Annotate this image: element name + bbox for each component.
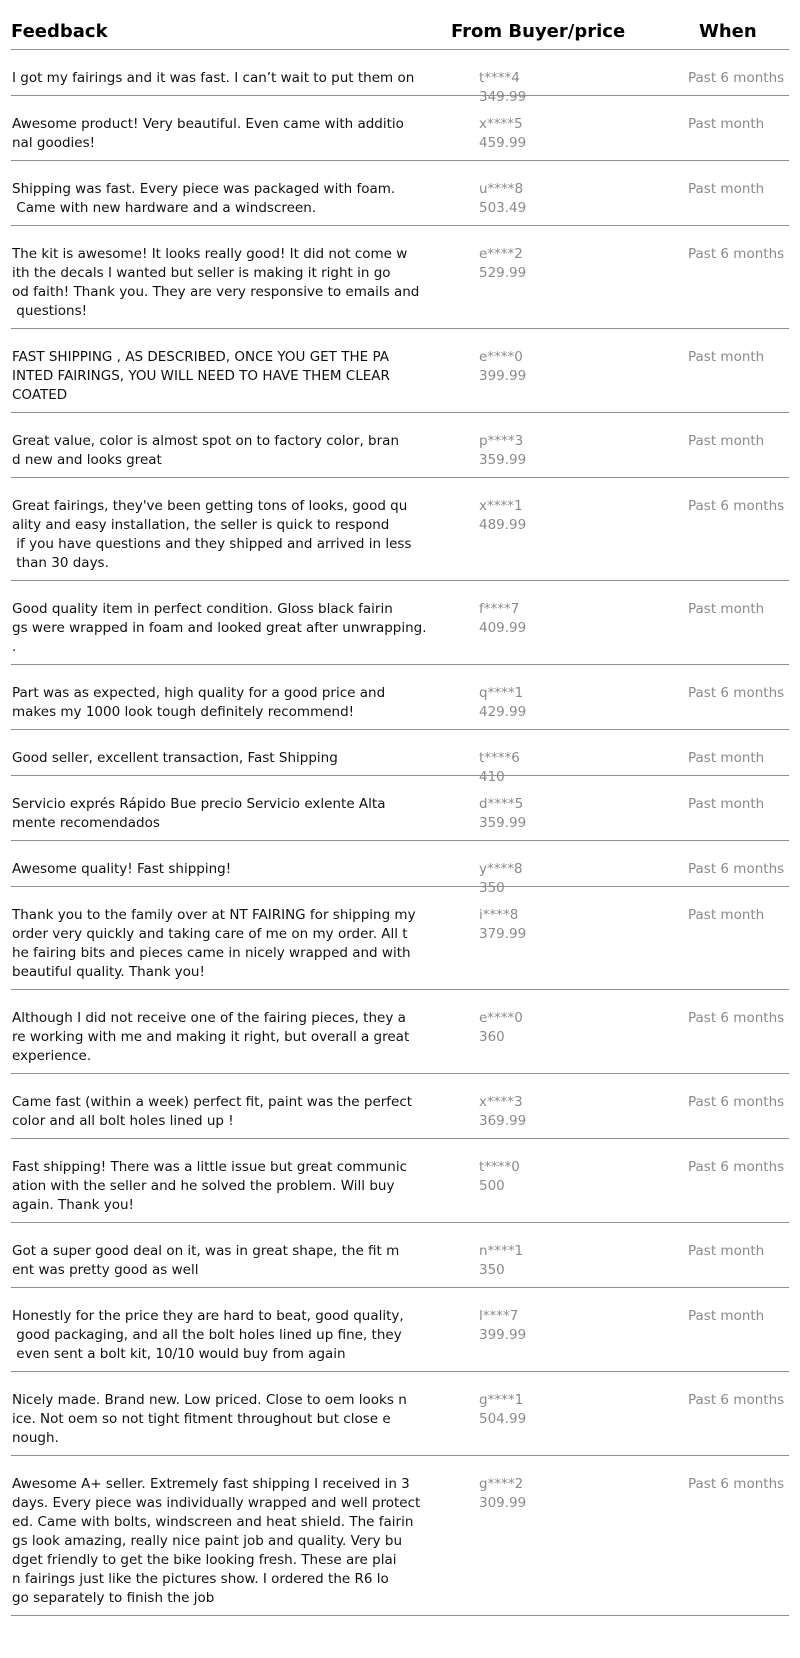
feedback-time: Past 6 months (688, 1159, 785, 1175)
purchase-price: 369.99 (479, 1113, 527, 1129)
purchase-price: 409.99 (479, 620, 527, 636)
feedback-time: Past month (688, 907, 765, 923)
feedback-row (11, 413, 789, 478)
purchase-price: 399.99 (479, 1327, 527, 1343)
buyer-name: e****2 (479, 246, 523, 262)
buyer-info (479, 180, 526, 218)
buyer-name: f****7 (479, 601, 520, 617)
buyer-info (479, 348, 526, 386)
feedback-time: Past 6 months (688, 1392, 785, 1408)
feedback-text: FAST SHIPPING , AS DESCRIBED, ONCE YOU GET THE PA INTED FAIRINGS, YOU WILL NEED TO HAVE THEM CLEAR COATED (12, 349, 390, 403)
purchase-price: 504.99 (479, 1411, 527, 1427)
header-feedback: Feedback (11, 21, 108, 42)
buyer-name: x****1 (479, 498, 523, 514)
feedback-time: Past 6 months (688, 1476, 785, 1492)
feedback-row (11, 665, 789, 730)
header-from-buyer-price: From Buyer/price (451, 21, 626, 42)
feedback-time: Past month (688, 349, 765, 365)
feedback-row (11, 226, 789, 329)
feedback-text: Part was as expected, high quality for a good price and makes my 1000 look tough definitely recommend! (12, 685, 386, 720)
feedback-row (11, 161, 789, 226)
feedback-text: Awesome quality! Fast shipping! (12, 861, 232, 877)
buyer-name: u****8 (479, 181, 524, 197)
buyer-info (479, 1475, 526, 1513)
purchase-price: 489.99 (479, 517, 527, 533)
feedback-row (11, 478, 789, 581)
feedback-time: Past 6 months (688, 861, 785, 877)
feedback-text: Came fast (within a week) perfect fit, paint was the perfect color and all bolt holes lined up ! (12, 1094, 413, 1129)
feedback-text: The kit is awesome! It looks really good! It did not come w ith the decals I wanted but seller is making it right in go od faith! Thank you. They are very responsive to emails and questions! (12, 246, 420, 319)
buyer-info (479, 1307, 526, 1345)
purchase-price: 459.99 (479, 135, 527, 151)
feedback-time: Past 6 months (688, 1094, 785, 1110)
feedback-text: Got a super good deal on it, was in great shape, the fit m ent was pretty good as well (12, 1243, 400, 1278)
feedback-time: Past month (688, 433, 765, 449)
feedback-text: Servicio exprés Rápido Bue precio Servicio exlente Alta mente recomendados (12, 796, 386, 831)
feedback-time: Past month (688, 796, 765, 812)
buyer-name: g****1 (479, 1392, 524, 1408)
feedback-row (11, 329, 789, 413)
buyer-name: t****0 (479, 1159, 520, 1175)
purchase-price: 309.99 (479, 1495, 527, 1511)
feedback-row (11, 841, 789, 896)
purchase-price: 360 (479, 1029, 505, 1045)
purchase-price: 349.99 (479, 89, 527, 105)
feedback-row (11, 776, 789, 841)
purchase-price: 359.99 (479, 815, 527, 831)
purchase-price: 503.49 (479, 200, 527, 216)
purchase-price: 379.99 (479, 926, 527, 942)
feedback-text: Great fairings, they've been getting tons of looks, good qu ality and easy installation, the seller is quick to respond if you have questions and they shipped and arrived in less than 30 days. (12, 498, 412, 571)
feedback-row (11, 990, 789, 1074)
buyer-name: n****1 (479, 1243, 524, 1259)
buyer-info (479, 684, 526, 722)
feedback-row (11, 50, 789, 105)
feedback-time: Past 6 months (688, 685, 785, 701)
buyer-name: l****7 (479, 1308, 519, 1324)
feedback-row (11, 96, 789, 161)
feedback-rows (11, 50, 789, 1616)
feedback-table (11, 0, 789, 1616)
buyer-name: x****3 (479, 1094, 523, 1110)
feedback-row (11, 1288, 789, 1372)
buyer-name: x****5 (479, 116, 523, 132)
feedback-row (11, 1223, 789, 1288)
buyer-info (479, 1009, 523, 1047)
feedback-text: Nicely made. Brand new. Low priced. Close to oem looks n ice. Not oem so not tight fitment throughout but close e nough. (12, 1392, 407, 1446)
buyer-info (479, 115, 526, 153)
buyer-name: i****8 (479, 907, 519, 923)
purchase-price: 410 (479, 769, 505, 785)
buyer-info (479, 795, 526, 833)
feedback-text: Although I did not receive one of the fairing pieces, they a re working with me and making it right, but overall a great experience. (12, 1010, 410, 1064)
buyer-info (479, 1093, 526, 1131)
table-header (11, 0, 789, 50)
feedback-text: Great value, color is almost spot on to factory color, bran d new and looks great (12, 433, 399, 468)
feedback-row (11, 887, 789, 990)
feedback-text: Thank you to the family over at NT FAIRING for shipping my order very quickly and taking care of me on my order. All t he fairing bits and pieces came in nicely wrapped and with beautiful quality. Thank you! (12, 907, 416, 980)
purchase-price: 529.99 (479, 265, 527, 281)
feedback-text: Awesome product! Very beautiful. Even came with additio nal goodies! (12, 116, 404, 151)
header-when: When (699, 21, 757, 42)
feedback-row (11, 1139, 789, 1223)
buyer-info (479, 245, 526, 283)
buyer-name: e****0 (479, 349, 523, 365)
feedback-text: I got my fairings and it was fast. I can’t wait to put them on (12, 70, 415, 86)
feedback-time: Past month (688, 181, 765, 197)
feedback-time: Past month (688, 750, 765, 766)
feedback-row (11, 1372, 789, 1456)
feedback-time: Past 6 months (688, 498, 785, 514)
buyer-info (479, 432, 526, 470)
buyer-name: y****8 (479, 861, 523, 877)
purchase-price: 350 (479, 880, 505, 896)
feedback-row (11, 581, 789, 665)
buyer-name: d****5 (479, 796, 524, 812)
purchase-price: 399.99 (479, 368, 527, 384)
buyer-name: t****4 (479, 70, 520, 86)
feedback-time: Past 6 months (688, 1010, 785, 1026)
purchase-price: 350 (479, 1262, 505, 1278)
buyer-info (479, 600, 526, 638)
feedback-text: Awesome A+ seller. Extremely fast shipping I received in 3 days. Every piece was individually wrapped and well protect ed. Came with bolts, windscreen and heat shield. The fairin gs look amazing, really nice paint job and quality. Very bu dget friendly to get the bike looking fresh. These are plai n fairings just like the pictures show. I ordered the R6 lo go separately to finish the job (12, 1476, 421, 1606)
buyer-info (479, 497, 526, 535)
buyer-info (479, 906, 526, 944)
buyer-info (479, 1391, 526, 1429)
feedback-time: Past 6 months (688, 246, 785, 262)
buyer-info (479, 1158, 520, 1196)
feedback-time: Past month (688, 116, 765, 132)
feedback-text: Fast shipping! There was a little issue but great communic ation with the seller and he solved the problem. Will buy again. Thank you! (12, 1159, 408, 1213)
purchase-price: 500 (479, 1178, 505, 1194)
buyer-name: g****2 (479, 1476, 524, 1492)
buyer-name: t****6 (479, 750, 520, 766)
feedback-row (11, 1456, 789, 1616)
feedback-row (11, 730, 789, 785)
feedback-text: Shipping was fast. Every piece was packaged with foam. Came with new hardware and a windscreen. (12, 181, 396, 216)
purchase-price: 359.99 (479, 452, 527, 468)
feedback-time: Past month (688, 601, 765, 617)
feedback-time: Past month (688, 1308, 765, 1324)
buyer-info (479, 1242, 523, 1280)
buyer-name: p****3 (479, 433, 524, 449)
feedback-row (11, 1074, 789, 1139)
feedback-text: Good quality item in perfect condition. Gloss black fairin gs were wrapped in foam and looked great after unwrapping. . (12, 601, 427, 655)
feedback-time: Past 6 months (688, 70, 785, 86)
buyer-name: q****1 (479, 685, 524, 701)
feedback-text: Good seller, excellent transaction, Fast Shipping (12, 750, 338, 766)
feedback-text: Honestly for the price they are hard to beat, good quality, good packaging, and all the bolt holes lined up fine, they even sent a bolt kit, 10/10 would buy from again (12, 1308, 404, 1362)
feedback-time: Past month (688, 1243, 765, 1259)
buyer-name: e****0 (479, 1010, 523, 1026)
purchase-price: 429.99 (479, 704, 527, 720)
